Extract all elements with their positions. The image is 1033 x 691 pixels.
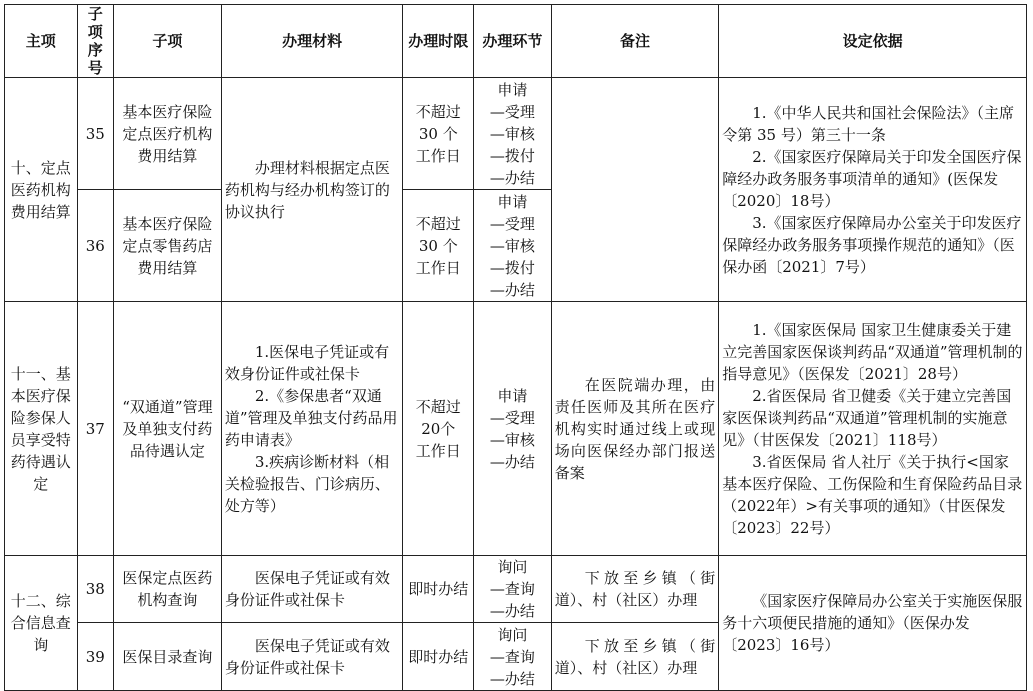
notes-cell [551,78,718,302]
service-items-table [4,4,1027,691]
time-line: 工作日 [415,146,461,165]
step-line: 申请 [497,80,528,99]
step-line: —办结 [489,280,535,299]
header-row [5,5,1027,78]
steps-cell [474,623,552,691]
material-item: 2.《参保患者“双通道”管理及单独支付药品用药申请表》 [224,386,398,449]
header-time-limit: 办理时限 [403,5,474,78]
table-row [5,556,1027,623]
time-limit-cell: 即时办结 [403,556,474,623]
steps-cell [474,78,552,190]
sub-number-cell: 37 [77,302,113,556]
time-line: 不超过 [415,397,461,416]
time-line: 工作日 [415,441,461,460]
steps-cell [474,556,552,623]
step-line: —办结 [489,669,535,688]
step-line: —受理 [489,214,535,233]
step-line: —审核 [489,430,535,449]
sub-number-cell: 36 [77,190,113,302]
basis-item: 2.《国家医疗保障局关于印发全国医疗保障经办政务服务事项清单的通知》(医保发〔2020〕18号） [722,147,1022,210]
main-item-cell: 十一、基本医疗保险参保人员享受特药待遇认定 [5,302,78,556]
header-notes: 备注 [551,5,718,78]
time-line: 工作日 [415,258,461,277]
step-line: —审核 [489,236,535,255]
step-line: —拨付 [489,258,535,277]
sub-item-cell: “双通道”管理及单独支付药品待遇认定 [113,302,221,556]
table-row [5,78,1027,190]
header-basis: 设定依据 [719,5,1027,78]
steps-cell [474,302,552,556]
basis-cell [719,78,1027,302]
step-line: 申请 [497,386,528,405]
basis-item: 1.《国家医保局 国家卫生健康委关于建立完善国家医保谈判药品“双通道”管理机制的指导意见》（医保发〔2021〕28号） [722,320,1023,383]
step-line: —查询 [489,647,535,666]
sub-number-cell: 38 [77,556,113,623]
step-line: —拨付 [489,146,535,165]
basis-cell [719,302,1027,556]
basis-item: 3.省医保局 省人社厅《关于执行<国家基本医疗保险、工伤保险和生育保险药品目录（2022年）>有关事项的通知》（甘医保发〔2023〕22号） [722,452,1023,537]
sub-number-cell: 35 [77,78,113,190]
material-item: 3.疾病诊断材料（相关检验报告、门诊病历、处方等） [224,452,390,515]
materials-cell: 医保电子凭证或有效身份证件或社保卡 [221,556,403,623]
step-line: —受理 [489,102,535,121]
materials-cell [221,302,403,556]
basis-item: 3.《国家医疗保障局办公室关于印发医疗保障经办政务服务事项操作规范的通知》（医保办函〔2021〕7号） [722,213,1022,276]
main-item-cell: 十、定点医药机构费用结算 [5,78,78,302]
step-line: —办结 [489,168,535,187]
header-sub-number: 子项序号 [77,5,113,78]
step-line: —审核 [489,124,535,143]
time-limit-cell [403,190,474,302]
time-limit-cell [403,302,474,556]
step-line: 申请 [497,192,528,211]
time-line: 不超过 [415,214,461,233]
materials-cell: 办理材料根据定点医药机构与经办机构签订的协议执行 [221,78,403,302]
step-line: 询问 [497,558,528,576]
sub-item-cell: 医保目录查询 [113,623,221,691]
time-line: 20个 [421,419,456,438]
sub-item-cell: 基本医疗保险定点零售药店费用结算 [113,190,221,302]
time-line: 不超过 [415,102,461,121]
table-row [5,302,1027,556]
header-sub-item: 子项 [113,5,221,78]
header-materials: 办理材料 [221,5,403,78]
basis-item: 2.省医保局 省卫健委《关于建立完善国家医保谈判药品“双通道”管理机制的实施意见》（甘医保发〔2021〕118号） [722,386,1012,449]
step-line: —办结 [489,452,535,471]
material-item: 1.医保电子凭证或有效身份证件或社保卡 [224,342,390,383]
time-line: 30 个 [418,124,458,143]
notes-cell: 下放至乡镇（街道）、村（社区）办理 [551,623,718,691]
step-line: —办结 [489,602,535,620]
sub-item-cell: 医保定点医药机构查询 [113,556,221,623]
step-line: —查询 [489,580,535,598]
notes-cell: 下放至乡镇（街道）、村（社区）办理 [551,556,718,623]
step-line: 询问 [497,625,528,644]
time-limit-cell [403,78,474,190]
sub-item-cell: 基本医疗保险定点医疗机构费用结算 [113,78,221,190]
materials-cell: 医保电子凭证或有效身份证件或社保卡 [221,623,403,691]
header-main-item: 主项 [5,5,78,78]
time-limit-cell: 即时办结 [403,623,474,691]
time-line: 30 个 [418,236,458,255]
notes-cell: 在医院端办理，由责任医师及其所在医疗机构实时通过线上或现场向医保经办部门报送备案 [551,302,718,556]
header-steps: 办理环节 [474,5,552,78]
main-item-cell: 十二、综合信息查询 [5,556,78,691]
basis-cell: 《国家医疗保障局办公室关于实施医保服务十六项便民措施的通知》（医保办发〔2023〕16号） [719,556,1027,691]
sub-number-cell: 39 [77,623,113,691]
steps-cell [474,190,552,302]
basis-item: 1.《中华人民共和国社会保险法》（主席令第 35 号）第三十一条 [722,103,1015,144]
step-line: —受理 [489,408,535,427]
